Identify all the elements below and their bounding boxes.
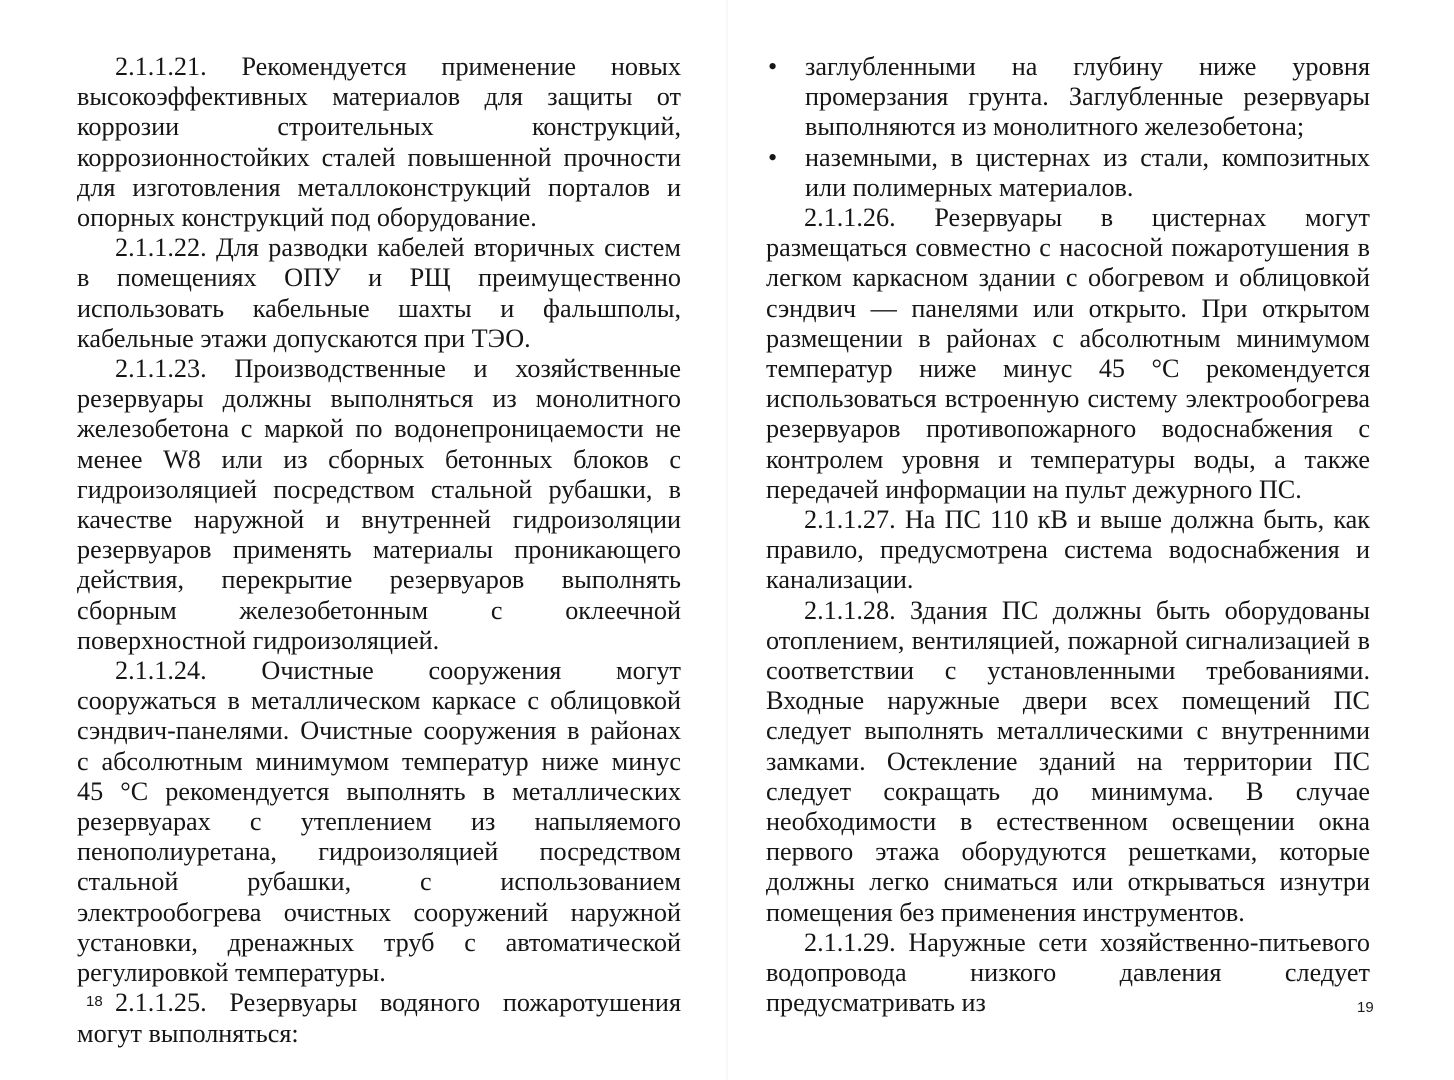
paragraph-2-1-1-25: 2.1.1.25. Резервуары водяного пожаротушения могут выполняться: <box>77 988 681 1048</box>
paragraph-2-1-1-26: 2.1.1.26. Резервуары в цистернах могут размещаться совместно с насосной пожаротушения в легком каркасном здании с обогревом и облицовкой сэндвич — панелями или открыто. При открытом размещении в районах с абсолютным минимумом температур ниже минус 45 °С рекомендуется использоваться встроенную систему электрообогрева резервуаров противопожарного водоснабжения с контролем уровня и температуры воды, а также передачей информации на пульт дежурного ПС. <box>766 203 1370 504</box>
paragraph-2-1-1-27: 2.1.1.27. На ПС 110 кВ и выше должна быть, как правило, предусмотрена система водоснабжения и канализации. <box>766 505 1370 595</box>
paragraph-2-1-1-23: 2.1.1.23. Производственные и хозяйственные резервуары должны выполняться из монолитного железобетона с маркой по водонепроницаемости не менее W8 или из сборных бетонных блоков с гидроизоляцией посредством стальной рубашки, в качестве наружной и внутренней гидроизоляции резервуаров применять материалы проникающего действия, перекрытие резервуаров выполнять сборным железобетонным с оклеечной поверхностной гидроизоляцией. <box>77 354 681 655</box>
page-number-left: 18 <box>86 993 103 1010</box>
left-page-text <box>77 52 681 1049</box>
paragraph-2-1-1-24: 2.1.1.24. Очистные сооружения могут сооружаться в металлическом каркасе с облицовкой сэндвич-панелями. Очистные сооружения в районах с абсолютным минимумом температур ниже минус 45 °С рекомендуется выполнять в металлических резервуарах с утеплением из напыляемого пенополиуретана, гидроизоляцией посредством стальной рубашки, с использованием электрообогрева очистных сооружений наружной установки, дренажных труб с автоматической регулировкой температуры. <box>77 656 681 988</box>
right-page <box>727 0 1454 1080</box>
bullet-item-ground <box>766 143 1370 203</box>
bullet-icon: • <box>768 142 778 172</box>
paragraph-2-1-1-21: 2.1.1.21. Рекомендуется применение новых высокоэффективных материалов для защиты от коррозии строительных конструкций, коррозионностойких сталей повышенной прочности для изготовления металлоконструкций порталов и опорных конструкций под оборудование. <box>77 52 681 233</box>
paragraph-2-1-1-28: 2.1.1.28. Здания ПС должны быть оборудованы отоплением, вентиляцией, пожарной сигнализацией в соответствии с установленными требованиями. Входные наружные двери всех помещений ПС следует выполнять металлическими с внутренними замками. Остекление зданий на территории ПС следует сокращать до минимума. В случае необходимости в естественном освещении окна первого этажа оборудуются решетками, которые должны легко сниматься или открываться изнутри помещения без применения инструментов. <box>766 595 1370 927</box>
bullet-item-underground <box>766 52 1370 143</box>
paragraph-2-1-1-29: 2.1.1.29. Наружные сети хозяйственно-питьевого водопровода низкого давления следует предусматривать из <box>766 927 1370 1018</box>
right-page-text <box>766 52 1370 1019</box>
bullet-icon: • <box>768 52 778 81</box>
page-number-right: 19 <box>1357 999 1374 1016</box>
bullet-text: заглубленными на глубину ниже уровня промерзания грунта. Заглубленные резервуары выполняются из монолитного железобетона; <box>805 52 1370 142</box>
paragraph-2-1-1-22: 2.1.1.22. Для разводки кабелей вторичных систем в помещениях ОПУ и РЩ преимущественно использовать кабельные шахты и фальшполы, кабельные этажи допускаются при ТЭО. <box>77 233 681 353</box>
bullet-text: наземными, в цистернах из стали, композитных или полимерных материалов. <box>805 142 1370 202</box>
